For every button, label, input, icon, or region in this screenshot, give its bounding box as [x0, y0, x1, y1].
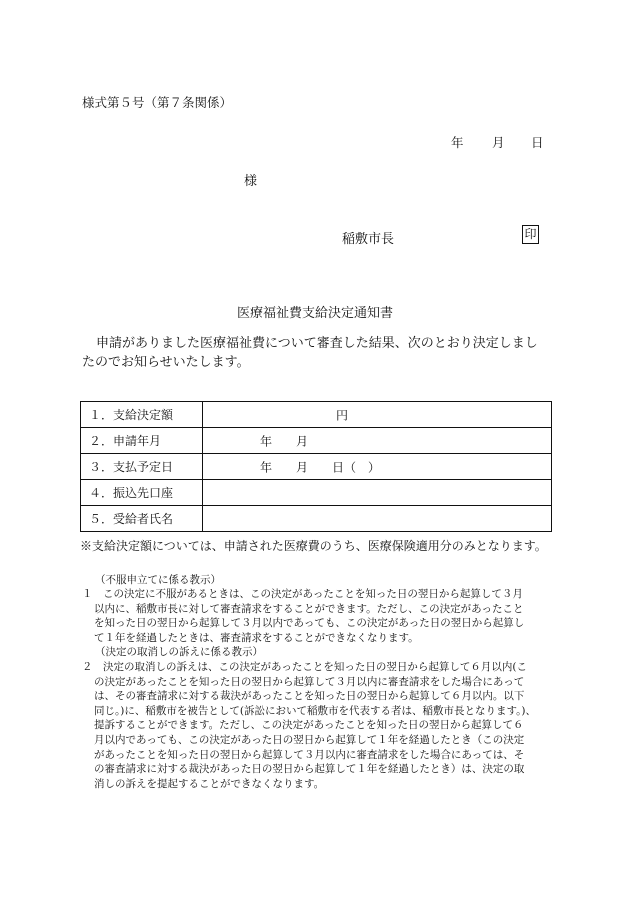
date-month-label: 月	[492, 135, 505, 150]
date-day-label: 日	[531, 135, 544, 150]
lawsuit-line: は、その審査請求に対する裁決があったことを知った日の翌日から起算して６月以内。以下	[94, 690, 525, 703]
lawsuit-paragraph	[82, 660, 548, 791]
row-label-payment-date: ３．支払予定日	[81, 454, 203, 480]
intro-line-2: たのでお知らせいたします。	[82, 355, 250, 370]
yen-unit: 円	[336, 408, 349, 422]
objection-line: て１年を経過したときは、審査請求をすることができなくなります。	[94, 631, 419, 644]
lawsuit-line: があったことを知った日の翌日から起算して３月以内に審査請求をした場合にあっては、そ	[94, 748, 525, 761]
row-label-application-date: ２．申請年月	[81, 428, 203, 454]
form-number: 様式第５号（第７条関係）	[82, 95, 233, 110]
table-row	[81, 428, 552, 454]
lawsuit-heading: （決定の取消しの訴えに係る教示）	[95, 646, 263, 658]
addressee-suffix: 様	[244, 174, 258, 189]
intro-line-1: 申請がありました医療福祉費について審査した結果、次のとおり決定しまし	[96, 336, 538, 351]
lawsuit-line: の決定があったことを知った日の翌日から起算して３月以内に審査請求をした場合にあって	[94, 675, 525, 688]
lawsuit-line: 消しの訴えを提起することができなくなります。	[94, 777, 325, 790]
row-value-payment-date	[203, 454, 552, 480]
table-row	[81, 480, 552, 506]
month-unit: 月	[296, 460, 309, 474]
objection-line: 以内に、稲敷市長に対して審査請求をすることができます。ただし、この決定があったこと	[94, 602, 524, 615]
table-row	[81, 402, 552, 428]
table-row	[81, 454, 552, 480]
row-label-bank-account: ４．振込先口座	[81, 480, 203, 506]
row-label-amount: １．支給決定額	[81, 402, 203, 428]
document-title: 医療福祉費支給決定通知書	[236, 306, 393, 321]
issuer-name: 稲敷市長	[342, 232, 395, 247]
row-value-bank-account	[203, 480, 552, 506]
lawsuit-line: ２ 決定の取消しの訴えは、この決定があったことを知った日の翌日から起算して６月以内(こ	[82, 661, 527, 673]
date-year-label: 年	[451, 135, 464, 150]
row-value-application-date	[203, 428, 552, 454]
seal-stamp: 印	[522, 225, 539, 244]
table-row	[81, 506, 552, 532]
year-unit: 年	[260, 460, 273, 474]
lawsuit-line: 同じ。)に、稲敷市を被告として(訴訟において稲敷市を代表する者は、稲敷市長となります。)、	[94, 704, 536, 717]
lawsuit-line: 月以内であっても、この決定があった日の翌日から起算して１年を経過したとき（この決定	[94, 733, 525, 746]
row-value-recipient-name	[203, 506, 552, 532]
row-label-recipient-name: ５．受給者氏名	[81, 506, 203, 532]
amount-note: ※支給決定額については、申請された医療費のうち、医療保険適用分のみとなります。	[80, 539, 547, 553]
year-unit: 年	[260, 434, 273, 448]
lawsuit-line: の審査請求に対する裁決があった日の翌日から起算して１年を経過したとき）は、決定の取	[94, 763, 525, 776]
day-weekday-unit: 日（ ）	[332, 460, 381, 474]
objection-heading: （不服申立てに係る教示）	[95, 574, 221, 586]
row-value-amount	[203, 402, 552, 428]
objection-paragraph	[82, 587, 548, 645]
intro-paragraph	[82, 334, 552, 372]
lawsuit-line: 提訴することができます。ただし、この決定があったことを知った日の翌日から起算して６	[94, 719, 524, 732]
decision-table	[80, 401, 552, 532]
objection-line: を知った日の翌日から起算して３月以内であっても、この決定があった日の翌日から起算し	[94, 617, 525, 630]
objection-line: １ この決定に不服があるときは、この決定があったことを知った日の翌日から起算して３月	[82, 588, 523, 600]
month-unit: 月	[296, 434, 309, 448]
